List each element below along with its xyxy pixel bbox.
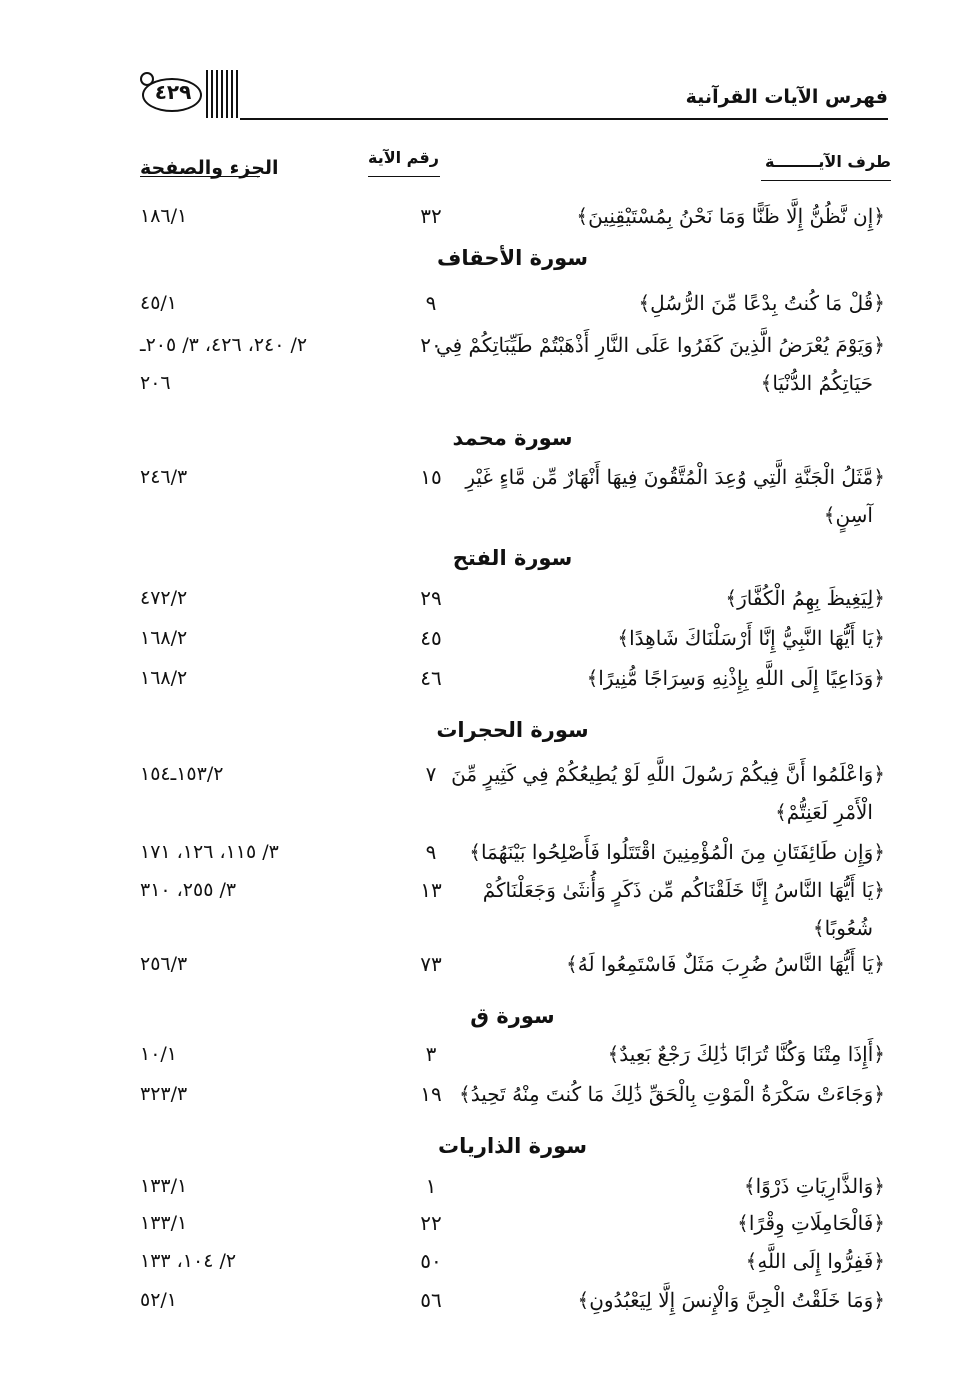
column-header-ayah: طرف الآيــــــــة (764, 152, 891, 171)
ayah-excerpt-continuation: آسِنٍ﴾ (823, 503, 873, 527)
ayah-excerpt: ﴿يَا أَيُّهَا النَّاسُ إِنَّا خَلَقْنَاكُم مِّن ذَكَرٍ وَأُنثَىٰ وَجَعَلْنَاكُمْ (482, 878, 885, 902)
column-underline-volume-page (140, 176, 260, 177)
volume-page-reference: ٣/ ٢٥٥، ٣١٠ (140, 879, 237, 901)
volume-page-reference-continuation: ٢٠٦ (140, 372, 171, 394)
column-underline-ayah (761, 180, 891, 181)
volume-page-reference: ٢/ ٢٤٠، ٤٢٦، ٣/ ٢٠٥ـ (140, 334, 308, 356)
volume-page-reference: ٤٥/١ (140, 292, 178, 314)
volume-page-reference: ٢٥٦/٣ (140, 953, 188, 975)
surah-heading: سورة الفتح (452, 546, 573, 570)
header-rule (240, 118, 888, 120)
ayah-excerpt: ﴿فَالْحَامِلَاتِ وِقْرًا﴾ (737, 1211, 885, 1235)
ayah-excerpt: ﴿يَا أَيُّهَا النَّبِيُّ إِنَّا أَرْسَلْنَاكَ شَاهِدًا﴾ (617, 626, 885, 650)
ayah-excerpt-continuation: الْأَمْرِ لَعَنِتُّمْ﴾ (775, 800, 873, 824)
ayah-excerpt: ﴿يَا أَيُّهَا النَّاسُ ضُرِبَ مَثَلٌ فَاسْتَمِعُوا لَهُ﴾ (566, 952, 885, 976)
volume-page-reference: ١٠/١ (140, 1043, 178, 1065)
ayah-excerpt: ﴿وَيَوْمَ يُعْرَضُ الَّذِينَ كَفَرُوا عَلَى النَّارِ أَذْهَبْتُمْ طَيِّبَاتِكُمْ فِي (435, 333, 885, 357)
volume-page-reference: ١٦٨/٢ (140, 667, 188, 689)
page-number-ornament (140, 68, 240, 122)
ayah-excerpt: ﴿وَمَا خَلَقْتُ الْجِنَّ وَالْإِنسَ إِلَّا لِيَعْبُدُونِ﴾ (577, 1288, 885, 1312)
volume-page-reference: ١٨٦/١ (140, 205, 188, 227)
ayah-excerpt: ﴿قُلْ مَا كُنتُ بِدْعًا مِّنَ الرُّسُلِ﴾ (638, 291, 885, 315)
volume-page-reference: ١٦٨/٢ (140, 627, 188, 649)
ayah-excerpt: ﴿وَدَاعِيًا إِلَى اللَّهِ بِإِذْنِهِ وَسِرَاجًا مُّنِيرًا﴾ (586, 666, 885, 690)
verse-number: ٢٩ (420, 586, 442, 610)
volume-page-reference: ٣/ ١١٥، ١٢٦، ١٧١ (140, 841, 279, 863)
volume-page-reference: ١٣٣/١ (140, 1212, 188, 1234)
surah-heading: سورة محمد (452, 426, 573, 450)
ayah-excerpt: ﴿لِيَغِيظَ بِهِمُ الْكُفَّارَ﴾ (725, 586, 885, 610)
verse-number: ١ (425, 1174, 437, 1198)
verse-number: ٧٣ (420, 952, 442, 976)
verse-number: ٢٢ (420, 1211, 442, 1235)
verse-number: ١٩ (420, 1082, 442, 1106)
verse-number: ٣ (425, 1042, 437, 1066)
surah-heading: سورة ق (470, 1004, 555, 1028)
verse-number: ١٥ (420, 465, 442, 489)
volume-page-reference: ٢٤٦/٣ (140, 466, 188, 488)
volume-page-reference: ١٣٣/١ (140, 1175, 188, 1197)
verse-number: ٤٥ (420, 626, 442, 650)
column-header-volume-page: الجزء والصفحة (140, 157, 279, 179)
column-underline-verse-number (368, 176, 440, 177)
surah-heading: سورة الأحقاف (437, 246, 588, 270)
volume-page-reference: ٥٢/١ (140, 1289, 178, 1311)
page-header (140, 68, 888, 126)
verse-number: ٩ (425, 291, 437, 315)
running-title: فهرس الآيات القرآنية (685, 86, 888, 108)
verse-number: ٢٠ (420, 333, 442, 357)
ayah-excerpt: ﴿أَإِذَا مِتْنَا وَكُنَّا تُرَابًا ذَٰلِكَ رَجْعٌ بَعِيدٌ﴾ (607, 1042, 885, 1066)
ayah-excerpt-continuation: شُعُوبًا﴾ (812, 916, 873, 940)
volume-page-reference: ١٥٣/٢ـ١٥٤ (140, 763, 224, 785)
ayah-excerpt: ﴿إِن نَّظُنُّ إِلَّا ظَنًّا وَمَا نَحْنُ بِمُسْتَيْقِنِينَ﴾ (576, 204, 885, 228)
verse-number: ٧ (425, 762, 437, 786)
verse-number: ٥٦ (420, 1288, 442, 1312)
verse-number: ٤٦ (420, 666, 442, 690)
surah-heading: سورة الحجرات (436, 718, 589, 742)
verse-number: ٥٠ (420, 1249, 442, 1273)
ornament-bars (206, 70, 240, 118)
ayah-excerpt: ﴿مَّثَلُ الْجَنَّةِ الَّتِي وُعِدَ الْمُتَّقُونَ فِيهَا أَنْهَارٌ مِّن مَّاءٍ غَيْرِ (465, 465, 885, 489)
ayah-excerpt: ﴿وَاعْلَمُوا أَنَّ فِيكُمْ رَسُولَ اللَّهِ لَوْ يُطِيعُكُمْ فِي كَثِيرٍ مِّنَ (451, 762, 885, 786)
verse-number: ٩ (425, 840, 437, 864)
volume-page-reference: ٢/ ١٠٤، ١٣٣ (140, 1250, 237, 1272)
volume-page-reference: ٣٢٣/٣ (140, 1083, 188, 1105)
verse-number: ١٣ (420, 878, 442, 902)
ayah-excerpt: ﴿فَفِرُّوا إِلَى اللَّهِ﴾ (745, 1249, 885, 1273)
verse-number: ٣٢ (420, 204, 442, 228)
surah-heading: سورة الذاريات (438, 1134, 587, 1158)
page-number: ٤٢٩ (154, 80, 192, 104)
ayah-excerpt: ﴿وَإِن طَائِفَتَانِ مِنَ الْمُؤْمِنِينَ اقْتَتَلُوا فَأَصْلِحُوا بَيْنَهُمَا﴾ (469, 840, 885, 864)
ayah-excerpt: ﴿وَالذَّارِيَاتِ ذَرْوًا﴾ (743, 1174, 885, 1198)
ayah-excerpt-continuation: حَيَاتِكُمُ الدُّنْيَا﴾ (760, 371, 873, 395)
volume-page-reference: ٤٧٢/٢ (140, 587, 188, 609)
ayah-excerpt: ﴿وَجَاءَتْ سَكْرَةُ الْمَوْتِ بِالْحَقِّ ذَٰلِكَ مَا كُنتَ مِنْهُ تَحِيدُ﴾ (458, 1082, 885, 1106)
column-header-verse-number: رقم الآية (368, 148, 439, 167)
